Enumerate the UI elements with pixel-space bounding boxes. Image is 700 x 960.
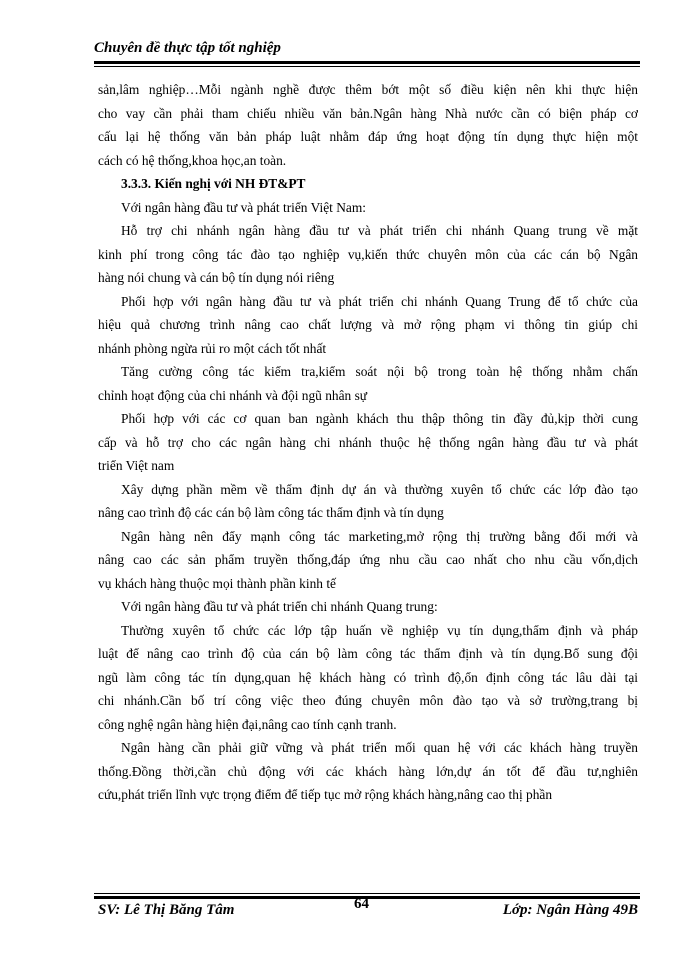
text-line: vụ khách hàng thuộc mọi thành phần kinh tế [98,575,337,591]
page-header-title: Chuyên đề thực tập tốt nghiệp [94,40,281,56]
text-line: Phối hợp với ngân hàng đầu tư và phát triển chi nhánh Quang Trung để tổ chức của [121,293,638,309]
text-line: Xây dựng phần mềm về thẩm định dự án và thường xuyên tổ chức các lớp đào tạo [121,481,638,497]
text-line: ngũ làm công tác tín dụng,quan hệ khách hàng có trình độ,ổn định công tác lâu dài tại [98,669,638,685]
page-footer [98,896,638,920]
text-line: Ngân hàng cần phải giữ vững và phát triển mối quan hệ với các khách hàng truyền [121,740,638,755]
text-line: Tăng cường công tác kiểm tra,kiểm soát nội bộ trong toàn hệ thống nhằm chấn [121,364,638,379]
text-line: nâng cao các sản phẩm truyền thống,đáp ứng nhu cầu cao nhất cho nhu cầu vốn,dịch [98,552,638,567]
student-name: SV: Lê Thị Băng Tâm [98,902,235,918]
page-number: 64 [354,896,369,912]
text-line: kinh phí trong công tác đào tạo nghiệp vụ,kiến thức chuyên môn của các cán bộ Ngân [98,246,638,262]
text-line: Với ngân hàng đầu tư và phát triển Việt Nam: [121,199,366,215]
text-line: cho vay cần phải tham chiếu nhiều văn bản.Ngân hàng Nhà nước cần có biện pháp cơ [98,105,638,121]
text-line: nâng cao trình độ các cán bộ làm công tác thẩm định và tín dụng [98,505,444,520]
header-rule-thick [94,61,640,64]
text-line: cấu lại hệ thống văn bản pháp luật nhằm đáp ứng hoạt động tín dụng thực hiện một [98,129,638,144]
text-line: triển Việt nam [98,458,175,473]
text-line: luật để nâng cao trình độ của cán bộ làm công tác thẩm định và tín dụng.Bổ sung đội [98,646,638,661]
text-line: cấp và hỗ trợ cho các ngân hàng chi nhánh thuộc hệ thống ngân hàng đầu tư và phát [98,434,638,450]
text-line: Ngân hàng nên đẩy mạnh công tác marketing,mở rộng thị trường bằng đổi mới và [121,528,638,544]
text-line: cứu,phát triển lĩnh vực trọng điểm để tiếp tục mở rộng khách hàng,nâng cao thị phần [98,787,553,802]
document-body [98,78,638,807]
text-line: thống.Đồng thời,cần chủ động với các khách hàng lớn,dự án tốt để đầu tư,nghiên [98,763,638,779]
text-line: cách có hệ thống,khoa học,an toàn. [98,152,287,168]
text-line: hiệu quả chương trình nâng cao chất lượng và mở rộng phạm vi thông tin giúp chi [98,317,638,332]
text-line: Phối hợp với các cơ quan ban ngành khách thu thập thông tin đầy đủ,kịp thời cung [121,411,638,426]
text-line: Thường xuyên tổ chức các lớp tập huấn về nghiệp vụ tín dụng,thẩm định và pháp [121,622,638,638]
text-line: hàng nói chung và cán bộ tín dụng nói riêng [98,270,335,285]
text-line: sản,lâm nghiệp…Mỗi ngành nghề được thêm bớt một số điều kiện nên khi thực hiện [98,82,638,97]
text-line: Hỗ trợ chi nhánh ngân hàng đầu tư và phát triển chi nhánh Quang trung về mặt [121,223,638,238]
text-line: chi nhánh.Cần bố trí công việc theo đúng chuyên môn đào tạo và sở trường,trang bị [98,693,638,708]
text-line: công nghệ ngân hàng hiện đại,nâng cao tính cạnh tranh. [98,716,397,732]
text-line: Với ngân hàng đầu tư và phát triển chi nhánh Quang trung: [121,599,438,614]
section-heading: 3.3.3. Kiến nghị với NH ĐT&PT [121,176,306,191]
class-name: Lớp: Ngân Hàng 49B [502,902,638,918]
text-line: chỉnh hoạt động của chi nhánh và đội ngũ nhân sự [98,387,368,403]
text-line: nhánh phòng ngừa rủi ro một cách tốt nhất [98,340,327,356]
header-rule-thin [94,66,640,67]
